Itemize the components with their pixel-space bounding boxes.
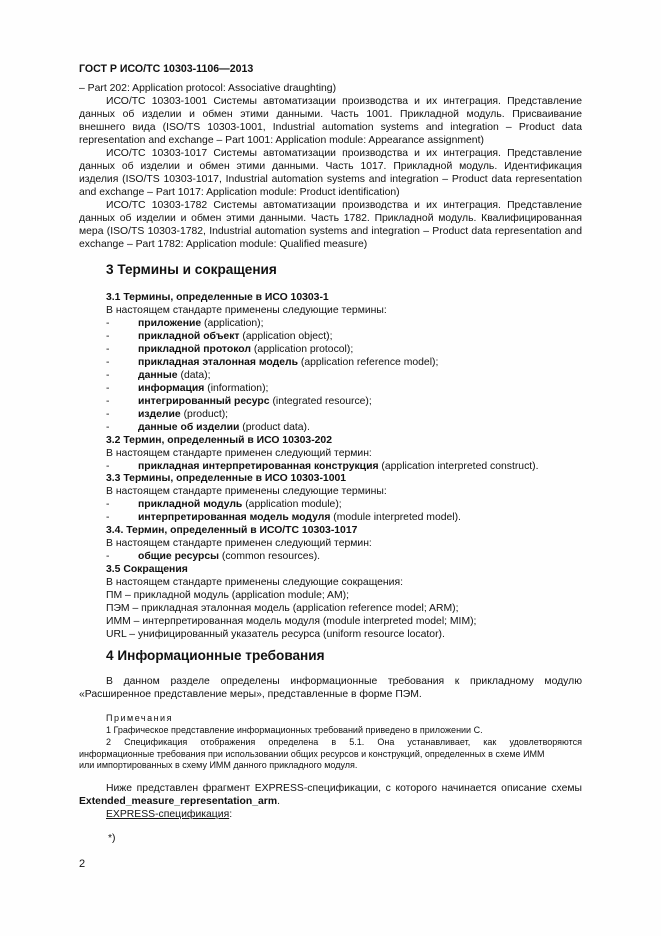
abbreviation-item: ПЭМ – прикладная эталонная модель (application reference model; ARM); xyxy=(106,603,459,614)
ref-line: мера (ISO/TS 10303-1782, Industrial automation systems and integration – Product data representation and xyxy=(79,226,582,237)
ref-line: – Part 202: Application protocol: Associative draughting) xyxy=(79,83,337,94)
subsection-intro: В настоящем стандарте применены следующие термины: xyxy=(106,486,387,497)
ref-line: ИСО/ТС 10303-1782 Системы автоматизации производства и их интеграция. Представление xyxy=(106,200,582,211)
abbreviation-item: ИММ – интерпретированная модель модуля (module interpreted model; MIM); xyxy=(106,616,477,627)
abbreviation-item: URL – унифицированный указатель ресурса (uniform resource locator). xyxy=(106,629,445,640)
subsection-3-5-title: 3.5 Сокращения xyxy=(106,564,188,575)
subsection-intro: В настоящем стандарте применен следующий термин: xyxy=(106,538,372,549)
note-line: 1 Графическое представление информационных требований приведено в приложении С. xyxy=(106,725,483,735)
ref-line: ИСО/ТС 10303-1017 Системы автоматизации производства и их интеграция. Представление xyxy=(106,148,582,159)
ref-line: ИСО/ТС 10303-1001 Системы автоматизации производства и их интеграция. Представление xyxy=(106,96,582,107)
ref-line: representation and exchange – Part 1001: Application module: Appearance assignment) xyxy=(79,135,484,146)
notes-heading: Примечания xyxy=(106,713,173,723)
abbreviation-item: ПМ – прикладной модуль (application module; AM); xyxy=(106,590,349,601)
express-code: *) xyxy=(108,833,116,844)
section-4-paragraph: «Расширенное представление меры», представленные в форме ПЭМ. xyxy=(79,689,422,700)
subsection-3-2-title: 3.2 Термин, определенный в ИСО 10303-202 xyxy=(106,435,332,446)
schema-name: Extended_measure_representation_arm xyxy=(79,796,278,807)
ref-line: and exchange – Part 1017: Application module: Product identification) xyxy=(79,187,400,198)
page-number: 2 xyxy=(79,858,86,870)
note-line: или импортированных в схему ИММ данного прикладного модуля. xyxy=(79,760,358,770)
note-line: информационные требования при использовании общих ресурсов и конструкций, определенных в схеме ИММ xyxy=(79,749,545,759)
section-4-paragraph: В данном разделе определены информационные требования к прикладному модулю xyxy=(106,676,582,687)
running-header: ГОСТ Р ИСО/ТС 10303-1106—2013 xyxy=(79,63,254,75)
subsection-intro: В настоящем стандарте применены следующие термины: xyxy=(106,305,387,316)
note-line: 2 Спецификация отображения определена в 5.1. Она устанавливает, как удовлетворяются xyxy=(106,737,582,747)
ref-line: exchange – Part 1782: Application module: Qualified measure) xyxy=(79,239,368,250)
express-label: EXPRESS-спецификация xyxy=(106,809,230,820)
section-3-title: 3 Термины и сокращения xyxy=(106,262,277,277)
ref-line: данных об изделии и обмен этими данными. Часть 1001. Прикладной модуль. Присваивание xyxy=(79,109,582,120)
section-4-title: 4 Информационные требования xyxy=(106,648,325,663)
subsection-3-4-title: 3.4. Термин, определенный в ИСО/ТС 10303-1017 xyxy=(106,525,358,536)
subsection-3-3-title: 3.3 Термины, определенные в ИСО 10303-1001 xyxy=(106,473,347,484)
subsection-intro: В настоящем стандарте применен следующий термин: xyxy=(106,448,372,459)
subsection-3-1-title: 3.1 Термины, определенные в ИСО 10303-1 xyxy=(106,292,329,303)
ref-line: изделия (ISO/TS 10303-1017, Industrial automation systems and integration – Product data representation xyxy=(79,174,582,185)
express-intro: Ниже представлен фрагмент EXPRESS-спецификации, с которого начинается описание схемы xyxy=(106,783,582,794)
schema-name-line: Extended_measure_representation_arm. xyxy=(79,796,280,807)
ref-line: данных об изделии и обмен этими данными. Часть 1782. Прикладной модуль. Квалифицированная xyxy=(79,213,582,224)
ref-line: внешнего вида (ISO/TS 10303-1001, Industrial automation systems and integration – Product data xyxy=(79,122,582,133)
subsection-intro: В настоящем стандарте применены следующие сокращения: xyxy=(106,577,403,588)
express-label-line: EXPRESS-спецификация: xyxy=(106,809,233,820)
ref-line: данных об изделии и обмен этими данными. Часть 1017. Прикладной модуль. Идентификация xyxy=(79,161,582,172)
